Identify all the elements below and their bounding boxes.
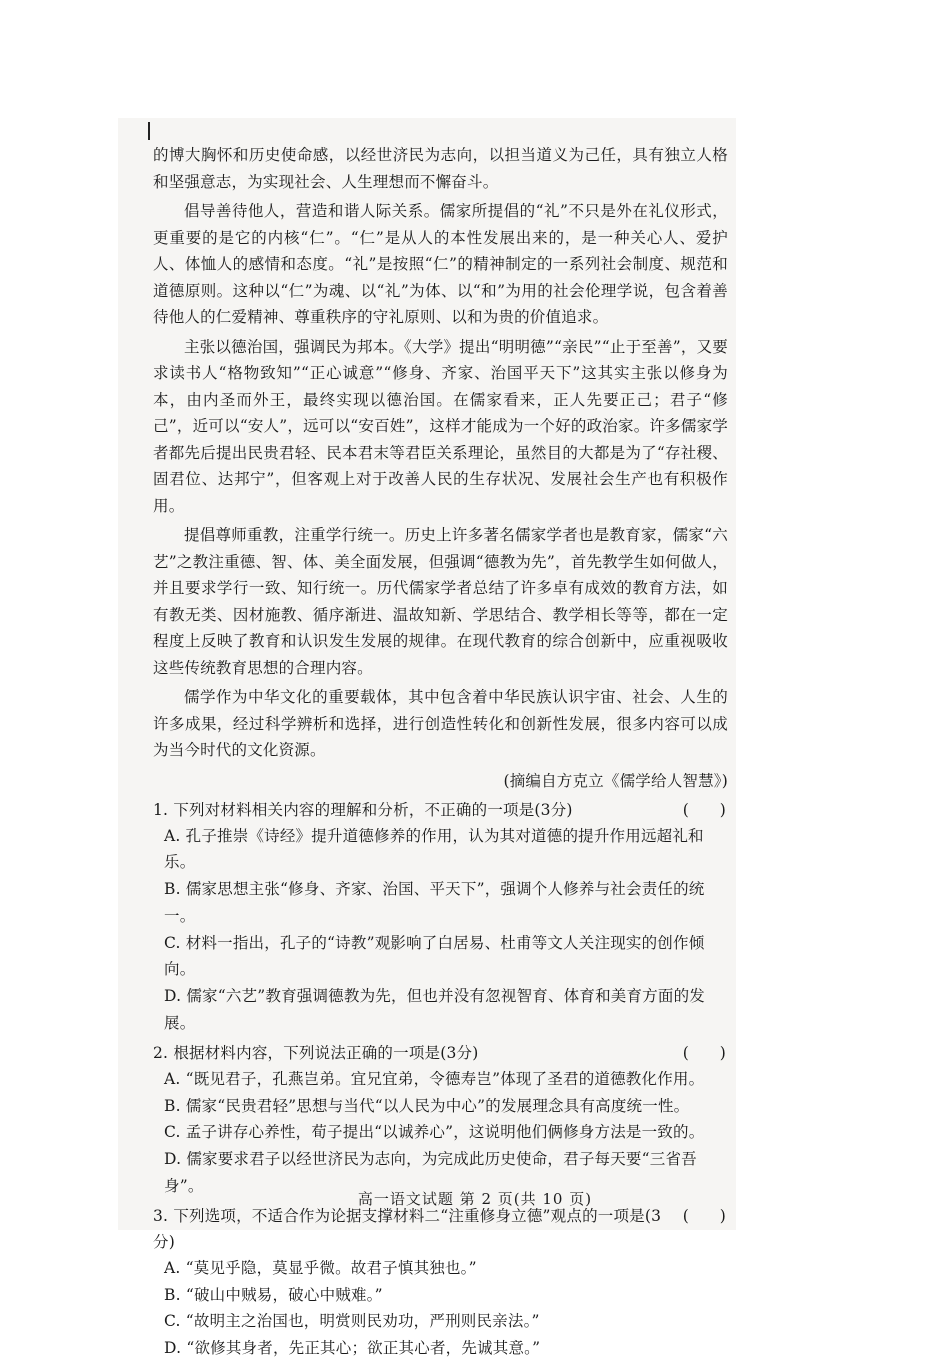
question-stem bbox=[153, 1040, 728, 1066]
option-b: B. 儒家“民贵君轻”思想与当代“以人民为中心”的发展理念具有高度统一性。 bbox=[164, 1096, 690, 1115]
question-stem-text: 1. 下列对材料相关内容的理解和分析，不正确的一项是(3分) bbox=[153, 800, 573, 819]
paragraph-3: 主张以德治国，强调民为邦本。《大学》提出“明明德”“亲民”“止于至善”，又要求读书人“格物致知”“正心诚意”“修身、齐家、治国平天下”这其实主张以修身为本，由内圣而外王，最终实现以德治国。在儒家看来，正人先要正己；君子“修己”，近可以“安人”，远可以“安百姓”，这样才能成为一个好的政治家。许多儒家学者都先后提出民贵君轻、民本君末等君臣关系理论，虽然目的大都是为了“存社稷、固君位、达邦宁”，但客观上对于改善人民的生存状况、发展社会生产也有积极作用。 bbox=[153, 337, 728, 515]
answer-blank[interactable]: ( ) bbox=[682, 1206, 726, 1225]
option-a: A. 孔子推崇《诗经》提升道德修养的作用，认为其对道德的提升作用远超礼和乐。 bbox=[164, 826, 704, 872]
option-b: B. “破山中贼易，破心中贼难。” bbox=[164, 1285, 383, 1304]
option-a: A. “莫见乎隐，莫显乎微。故君子慎其独也。” bbox=[164, 1258, 477, 1277]
page-footer: 高一语文试题 第 2 页(共 10 页) bbox=[357, 1190, 593, 1208]
option-d: D. 儒家要求君子以经世济民为志向，为完成此历史使命，君子每天要“三省吾身”。 bbox=[164, 1150, 697, 1196]
answer-blank[interactable]: ( ) bbox=[682, 800, 726, 819]
margin-mark bbox=[148, 122, 150, 140]
answer-blank[interactable]: ( ) bbox=[682, 1043, 726, 1062]
question-stem-text: 3. 下列选项，不适合作为论据支撑材料二“注重修身立德”观点的一项是(3分) bbox=[153, 1206, 662, 1251]
option-c: C. 材料一指出，孔子的“诗教”观影响了白居易、杜甫等文人关注现实的创作倾向。 bbox=[164, 933, 705, 979]
paragraph-5: 儒学作为中华文化的重要载体，其中包含着中华民族认识宇宙、社会、人生的许多成果，经过科学辨析和选择，进行创造性转化和创新性发展，很多内容可以成为当今时代的文化资源。 bbox=[153, 688, 728, 759]
paragraph-1: 的博大胸怀和历史使命感，以经世济民为志向，以担当道义为己任，具有独立人格和坚强意志，为实现社会、人生理想而不懈奋斗。 bbox=[153, 146, 728, 191]
option-d: D. 儒家“六艺”教育强调德教为先，但也并没有忽视智育、体育和美育方面的发展。 bbox=[164, 987, 705, 1033]
option-d: D. “欲修其身者，先正其心；欲正其心者，先诚其意。” bbox=[164, 1339, 541, 1358]
paragraph-4: 提倡尊师重教，注重学行统一。历史上许多著名儒家学者也是教育家，儒家“六艺”之教注重德、智、体、美全面发展，但强调“德教为先”，首先教学生如何做人，并且要求学行一致、知行统一。历代儒家学者总结了许多卓有成效的教育方法，如有教无类、因材施教、循序渐进、温故知新、学思结合、教学相长等等，都在一定程度上反映了教育和认识发生发展的规律。在现代教育的综合创新中，应重视吸收这些传统教育思想的合理内容。 bbox=[153, 526, 728, 677]
question-2 bbox=[153, 1040, 728, 1200]
option-a: A. “既见君子，孔燕岂弟。宜兄宜弟，令德寿岂”体现了圣君的道德教化作用。 bbox=[164, 1069, 705, 1088]
article-body bbox=[153, 142, 728, 764]
question-stem bbox=[153, 797, 728, 823]
question-stem-text: 2. 根据材料内容，下列说法正确的一项是(3分) bbox=[153, 1043, 479, 1062]
article-source: (摘编自方克立《儒学给人智慧》) bbox=[503, 771, 728, 790]
question-stem bbox=[153, 1203, 728, 1255]
paragraph-2: 倡导善待他人，营造和谐人际关系。儒家所提倡的“礼”不只是外在礼仪形式，更重要的是它的内核“仁”。“仁”是从人的本性发展出来的，是一种关心人、爱护人、体恤人的感情和态度。“礼”是按照“仁”的精神制定的一系列社会制度、规范和道德原则。这种以“仁”为魂、以“礼”为体、以“和”为用的社会伦理学说，包含着善待他人的仁爱精神、尊重秩序的守礼原则、以和为贵的价值追求。 bbox=[153, 202, 728, 326]
question-1 bbox=[153, 797, 728, 1037]
page-content bbox=[153, 142, 728, 1362]
question-3 bbox=[153, 1203, 728, 1362]
option-c: C. “故明主之治国也，明赏则民劝功，严刑则民亲法。” bbox=[164, 1312, 540, 1331]
option-b: B. 儒家思想主张“修身、齐家、治国、平天下”，强调个人修养与社会责任的统一。 bbox=[164, 880, 705, 925]
option-c: C. 孟子讲存心养性，荀子提出“以诚养心”，这说明他们俩修身方法是一致的。 bbox=[164, 1123, 705, 1142]
